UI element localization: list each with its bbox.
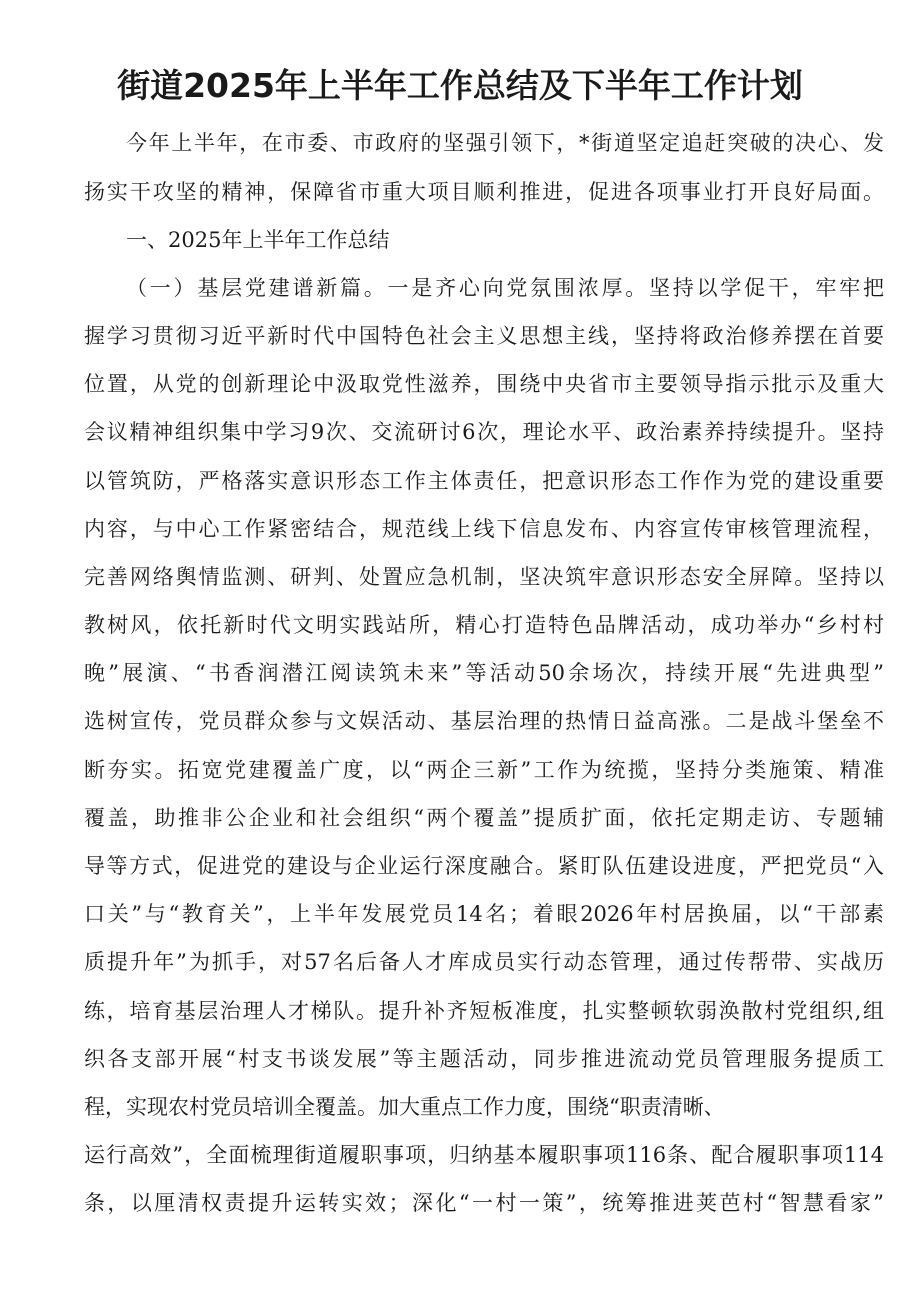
body-line: 会议精神组织集中学习9次、交流研讨6次，理论水平、政治素养持续提升。坚持 <box>84 420 884 444</box>
section-heading: 一、2025年上半年工作总结 <box>126 228 390 252</box>
body-line: 运行高效”，全面梳理街道履职事项，归纳基本履职事项116条、配合履职事项114 <box>84 1143 884 1167</box>
body-line: （一）基层党建谱新篇。一是齐心向党氛围浓厚。坚持以学促干，牢牢把 <box>126 276 884 300</box>
body-line: 内容，与中心工作紧密结合，规范线上线下信息发布、内容宣传审核管理流程， <box>84 517 884 541</box>
body-line: 覆盖，助推非公企业和社会组织“两个覆盖”提质扩面，依托定期走访、专题辅 <box>84 806 884 830</box>
body-line: 导等方式，促进党的建设与企业运行深度融合。紧盯队伍建设进度，严把党员“入 <box>84 854 884 878</box>
body-line: 完善网络舆情监测、研判、处置应急机制，坚决筑牢意识形态安全屏障。坚持以 <box>84 565 884 589</box>
body-line: 以管筑防，严格落实意识形态工作主体责任，把意识形态工作作为党的建设重要 <box>84 469 884 493</box>
intro-line: 今年上半年，在市委、市政府的坚强引领下，*街道坚定追赶突破的决心、发 <box>126 131 884 155</box>
body-line: 条，以厘清权责提升运转实效；深化“一村一策”，统筹推进荚芭村“智慧看家” <box>84 1191 884 1215</box>
body-line: 握学习贯彻习近平新时代中国特色社会主义思想主线，坚持将政治修养摆在首要 <box>84 324 884 348</box>
intro-line: 扬实干攻坚的精神，保障省市重大项目顺利推进，促进各项事业打开良好局面。 <box>84 180 884 204</box>
body-line: 口关”与“教育关”，上半年发展党员14名；着眼2026年村居换届，以“干部素 <box>84 902 884 926</box>
body-line: 断夯实。拓宽党建覆盖广度，以“两企三新”工作为统揽，坚持分类施策、精准 <box>84 758 884 782</box>
body-line: 选树宣传，党员群众参与文娱活动、基层治理的热情日益高涨。二是战斗堡垒不 <box>84 709 884 733</box>
body-line: 程，实现农村党员培训全覆盖。加大重点工作力度，围绕“职责清晰、 <box>84 1095 725 1119</box>
body-line: 教树风，依托新时代文明实践站所，精心打造特色品牌活动，成功举办“乡村村 <box>84 613 884 637</box>
body-line: 位置，从党的创新理论中汲取党性滋养，围绕中央省市主要领导指示批示及重大 <box>84 372 884 396</box>
body-line: 练，培育基层治理人才梯队。提升补齐短板准度，扎实整顿软弱涣散村党组织,组 <box>84 999 884 1023</box>
body-line: 织各支部开展“村支书谈发展”等主题活动，同步推进流动党员管理服务提质工 <box>84 1047 884 1071</box>
document-title: 街道2025年上半年工作总结及下半年工作计划 <box>117 66 803 105</box>
body-line: 晚”展演、“书香润潜江阅读筑未来”等活动50余场次，持续开展“先进典型” <box>84 661 884 685</box>
body-line: 质提升年”为抓手，对57名后备人才库成员实行动态管理，通过传帮带、实战历 <box>84 950 884 974</box>
